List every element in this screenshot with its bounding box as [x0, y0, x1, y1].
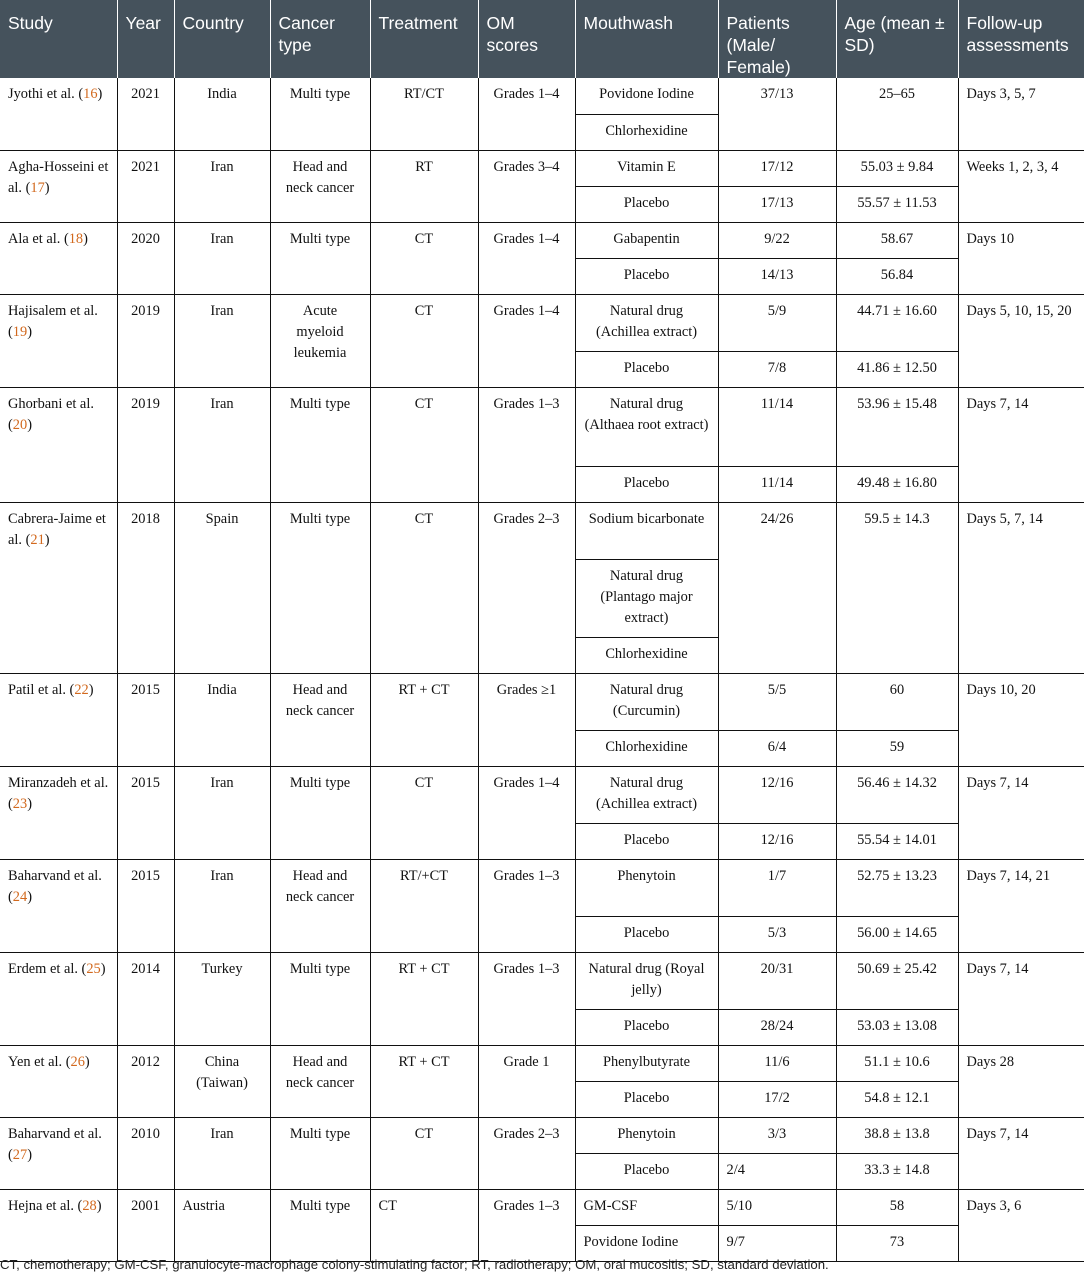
cancer-type-cell: Multi type [270, 1189, 370, 1261]
mouthwash-cell: Placebo [575, 823, 718, 859]
table-footnote: CT, chemotherapy; GM-CSF, granulocyte-macrophage colony-stimulating factor; RT, radiotherapy; OM, oral mucositis; SD, standard deviation. [0, 1257, 829, 1272]
age-cell: 59.5 ± 14.3 [836, 502, 958, 673]
age-cell: 55.54 ± 14.01 [836, 823, 958, 859]
age-cell: 44.71 ± 16.60 [836, 294, 958, 351]
study-cell [0, 1045, 117, 1117]
header-treatment: Treatment [370, 0, 478, 78]
follow-up-cell: Days 5, 7, 14 [958, 502, 1084, 673]
mouthwash-cell: Natural drug (Althaea root extract) [575, 387, 718, 466]
mouthwash-cell: Placebo [575, 1009, 718, 1045]
cancer-type-cell: Head and neck cancer [270, 859, 370, 952]
table-row [0, 1045, 1084, 1081]
table-row [0, 673, 1084, 730]
treatment-cell: CT [370, 502, 478, 673]
age-cell: 58.67 [836, 222, 958, 258]
reference-link[interactable]: 20 [12, 416, 28, 433]
patients-cell: 20/31 [718, 952, 836, 1009]
year-cell: 2020 [117, 222, 174, 294]
country-cell: Spain [174, 502, 270, 673]
age-cell: 58 [836, 1189, 958, 1225]
age-cell: 55.03 ± 9.84 [836, 150, 958, 186]
year-cell: 2014 [117, 952, 174, 1045]
ref-close: ) [83, 230, 88, 247]
treatment-cell: CT [370, 222, 478, 294]
study-cell [0, 150, 117, 222]
patients-cell: 11/14 [718, 387, 836, 466]
patients-cell: 2/4 [718, 1153, 836, 1189]
table-body [0, 78, 1084, 1261]
mouthwash-cell: Phenylbutyrate [575, 1045, 718, 1081]
year-cell: 2019 [117, 294, 174, 387]
treatment-cell: CT [370, 1117, 478, 1189]
table-row [0, 766, 1084, 823]
mouthwash-cell: Vitamin E [575, 150, 718, 186]
patients-cell: 3/3 [718, 1117, 836, 1153]
age-cell: 50.69 ± 25.42 [836, 952, 958, 1009]
age-cell: 33.3 ± 14.8 [836, 1153, 958, 1189]
follow-up-cell: Days 3, 5, 7 [958, 78, 1084, 150]
study-name: Patil et al. [8, 681, 66, 698]
study-cell [0, 222, 117, 294]
ref-open: ( [8, 416, 13, 433]
treatment-cell: CT [370, 387, 478, 502]
table-row [0, 859, 1084, 916]
ref-open: ( [8, 1146, 13, 1163]
header-country: Country [174, 0, 270, 78]
om-scores-cell: Grades 1–4 [478, 222, 575, 294]
age-cell: 73 [836, 1225, 958, 1261]
study-cell [0, 78, 117, 150]
follow-up-cell: Days 10, 20 [958, 673, 1084, 766]
follow-up-cell: Days 7, 14 [958, 766, 1084, 859]
ref-close: ) [97, 86, 103, 102]
mouthwash-cell: Natural drug (Royal jelly) [575, 952, 718, 1009]
treatment-cell: RT + CT [370, 1045, 478, 1117]
patients-cell: 5/5 [718, 673, 836, 730]
age-cell: 52.75 ± 13.23 [836, 859, 958, 916]
mouthwash-cell: GM-CSF [575, 1189, 718, 1225]
mouthwash-cell: Povidone Iodine [575, 78, 718, 114]
mouthwash-cell: Povidone Iodine [575, 1225, 718, 1261]
mouthwash-cell: Placebo [575, 916, 718, 952]
follow-up-cell: Days 3, 6 [958, 1189, 1084, 1261]
mouthwash-cell: Phenytoin [575, 1117, 718, 1153]
header-om-scores: OM scores [478, 0, 575, 78]
table-row [0, 150, 1084, 186]
year-cell: 2015 [117, 766, 174, 859]
reference-link[interactable]: 24 [12, 888, 28, 905]
study-cell [0, 1189, 117, 1261]
country-cell: Iran [174, 859, 270, 952]
patients-cell: 14/13 [718, 258, 836, 294]
mouthwash-cell: Natural drug (Achillea extract) [575, 294, 718, 351]
mouthwash-cell: Sodium bicarbonate [575, 502, 718, 559]
ref-close: ) [27, 416, 32, 433]
ref-close: ) [96, 1197, 102, 1214]
cancer-type-cell: Multi type [270, 1117, 370, 1189]
study-cell [0, 859, 117, 952]
ref-open: ( [65, 681, 75, 698]
mouthwash-cell: Natural drug (Plantago major extract) [575, 559, 718, 637]
mouthwash-cell: Natural drug (Curcumin) [575, 673, 718, 730]
patients-cell: 9/7 [718, 1225, 836, 1261]
patients-cell: 12/16 [718, 823, 836, 859]
age-cell: 25–65 [836, 78, 958, 150]
year-cell: 2019 [117, 387, 174, 502]
reference-link[interactable]: 22 [74, 681, 89, 698]
mouthwash-cell: Placebo [575, 351, 718, 387]
age-cell: 59 [836, 730, 958, 766]
patients-cell: 12/16 [718, 766, 836, 823]
patients-cell: 11/14 [718, 466, 836, 502]
year-cell: 2015 [117, 859, 174, 952]
ref-close: ) [27, 888, 32, 905]
ref-close: ) [44, 531, 50, 548]
age-cell: 55.57 ± 11.53 [836, 186, 958, 222]
reference-link[interactable]: 19 [12, 323, 28, 340]
reference-link[interactable]: 17 [30, 179, 45, 196]
age-cell: 56.00 ± 14.65 [836, 916, 958, 952]
country-cell: India [174, 673, 270, 766]
study-cell [0, 502, 117, 673]
study-cell [0, 766, 117, 859]
age-cell: 53.03 ± 13.08 [836, 1009, 958, 1045]
follow-up-cell: Days 28 [958, 1045, 1084, 1117]
header-follow-up: Follow-up assessments [958, 0, 1084, 78]
reference-link[interactable]: 25 [86, 960, 101, 977]
om-scores-cell: Grade 1 [478, 1045, 575, 1117]
cancer-type-cell: Head and neck cancer [270, 673, 370, 766]
follow-up-cell: Days 7, 14 [958, 952, 1084, 1045]
follow-up-cell: Days 7, 14 [958, 1117, 1084, 1189]
header-mouthwash: Mouthwash [575, 0, 718, 78]
cancer-type-cell: Multi type [270, 952, 370, 1045]
country-cell: Turkey [174, 952, 270, 1045]
year-cell: 2015 [117, 673, 174, 766]
study-name: Hajisalem et al. [8, 302, 98, 319]
age-cell: 56.46 ± 14.32 [836, 766, 958, 823]
om-scores-cell: Grades 1–3 [478, 387, 575, 502]
patients-cell: 7/8 [718, 351, 836, 387]
om-scores-cell: Grades ≥1 [478, 673, 575, 766]
treatment-cell: CT [370, 294, 478, 387]
study-cell [0, 1117, 117, 1189]
cancer-type-cell: Multi type [270, 766, 370, 859]
om-scores-cell: Grades 3–4 [478, 150, 575, 222]
study-cell [0, 673, 117, 766]
study-name: Erdem et al. [8, 960, 78, 977]
year-cell: 2021 [117, 150, 174, 222]
follow-up-cell: Days 7, 14 [958, 387, 1084, 502]
mouthwash-cell: Placebo [575, 466, 718, 502]
patients-cell: 1/7 [718, 859, 836, 916]
age-cell: 56.84 [836, 258, 958, 294]
study-name: Agha-Hosseini et al. [8, 158, 109, 196]
study-name: Miranzadeh et al. [8, 774, 109, 791]
country-cell: Iran [174, 766, 270, 859]
table-row [0, 387, 1084, 466]
treatment-cell: RT/CT [370, 78, 478, 150]
mouthwash-cell: Placebo [575, 1081, 718, 1117]
age-cell: 54.8 ± 12.1 [836, 1081, 958, 1117]
study-cell [0, 387, 117, 502]
cancer-type-cell: Multi type [270, 222, 370, 294]
country-cell: Iran [174, 387, 270, 502]
year-cell: 2021 [117, 78, 174, 150]
country-cell: Iran [174, 222, 270, 294]
reference-link[interactable]: 26 [70, 1053, 85, 1070]
age-cell: 60 [836, 673, 958, 730]
om-scores-cell: Grades 1–3 [478, 1189, 575, 1261]
mouthwash-cell: Gabapentin [575, 222, 718, 258]
reference-link[interactable]: 16 [83, 86, 98, 102]
reference-link[interactable]: 18 [68, 230, 84, 247]
table-row [0, 78, 1084, 114]
study-name: Yen et al. [8, 1053, 63, 1070]
ref-close: ) [27, 795, 32, 812]
ref-open: ( [73, 1197, 83, 1214]
age-cell: 51.1 ± 10.6 [836, 1045, 958, 1081]
table-row [0, 222, 1084, 258]
patients-cell: 11/6 [718, 1045, 836, 1081]
om-scores-cell: Grades 1–4 [478, 294, 575, 387]
reference-link[interactable]: 21 [30, 531, 45, 548]
year-cell: 2001 [117, 1189, 174, 1261]
study-cell [0, 294, 117, 387]
study-name: Baharvand et al. [8, 1125, 102, 1142]
follow-up-cell: Days 10 [958, 222, 1084, 294]
patients-cell: 5/3 [718, 916, 836, 952]
patients-cell: 6/4 [718, 730, 836, 766]
follow-up-cell: Days 7, 14, 21 [958, 859, 1084, 952]
ref-open: ( [21, 179, 31, 196]
header-age: Age (mean ± SD) [836, 0, 958, 78]
ref-open: ( [62, 1053, 71, 1070]
study-name: Jyothi et al. [8, 86, 75, 102]
cancer-type-cell: Head and neck cancer [270, 1045, 370, 1117]
age-cell: 41.86 ± 12.50 [836, 351, 958, 387]
country-cell: China (Taiwan) [174, 1045, 270, 1117]
reference-link[interactable]: 27 [12, 1146, 28, 1163]
om-scores-cell: Grades 1–4 [478, 78, 575, 150]
treatment-cell: CT [370, 1189, 478, 1261]
table-row [0, 294, 1084, 351]
om-scores-cell: Grades 1–4 [478, 766, 575, 859]
ref-close: ) [27, 323, 32, 340]
ref-close: ) [88, 681, 94, 698]
patients-cell: 24/26 [718, 502, 836, 673]
patients-cell: 17/13 [718, 186, 836, 222]
year-cell: 2010 [117, 1117, 174, 1189]
table-row [0, 952, 1084, 1009]
ref-open: ( [60, 230, 69, 247]
country-cell: Iran [174, 294, 270, 387]
country-cell: Austria [174, 1189, 270, 1261]
country-cell: India [174, 78, 270, 150]
om-scores-cell: Grades 2–3 [478, 502, 575, 673]
study-cell [0, 952, 117, 1045]
ref-close: ) [84, 1053, 90, 1070]
om-scores-cell: Grades 1–3 [478, 859, 575, 952]
patients-cell: 17/12 [718, 150, 836, 186]
treatment-cell: RT + CT [370, 952, 478, 1045]
study-name: Ghorbani et al. [8, 395, 94, 412]
header-study: Study [0, 0, 117, 78]
patients-cell: 5/10 [718, 1189, 836, 1225]
header-cancer-type: Cancer type [270, 0, 370, 78]
reference-link[interactable]: 23 [12, 795, 28, 812]
ref-open: ( [8, 323, 13, 340]
follow-up-cell: Weeks 1, 2, 3, 4 [958, 150, 1084, 222]
table-row [0, 502, 1084, 559]
year-cell: 2012 [117, 1045, 174, 1117]
ref-close: ) [27, 1146, 32, 1163]
ref-open: ( [8, 795, 13, 812]
mouthwash-cell: Placebo [575, 258, 718, 294]
age-cell: 49.48 ± 16.80 [836, 466, 958, 502]
om-scores-cell: Grades 2–3 [478, 1117, 575, 1189]
year-cell: 2018 [117, 502, 174, 673]
cancer-type-cell: Head and neck cancer [270, 150, 370, 222]
cancer-type-cell: Multi type [270, 78, 370, 150]
treatment-cell: RT + CT [370, 673, 478, 766]
ref-open: ( [77, 960, 87, 977]
mouthwash-cell: Chlorhexidine [575, 730, 718, 766]
country-cell: Iran [174, 150, 270, 222]
ref-open: ( [74, 86, 84, 102]
cancer-type-cell: Acute myeloid leukemia [270, 294, 370, 387]
patients-cell: 9/22 [718, 222, 836, 258]
patients-cell: 17/2 [718, 1081, 836, 1117]
header-patients: Patients (Male/ Female) [718, 0, 836, 78]
table-row [0, 1189, 1084, 1225]
treatment-cell: CT [370, 766, 478, 859]
patients-cell: 28/24 [718, 1009, 836, 1045]
table-row [0, 1117, 1084, 1153]
treatment-cell: RT [370, 150, 478, 222]
country-cell: Iran [174, 1117, 270, 1189]
header-year: Year [117, 0, 174, 78]
mouthwash-cell: Chlorhexidine [575, 637, 718, 673]
cancer-type-cell: Multi type [270, 502, 370, 673]
age-cell: 53.96 ± 15.48 [836, 387, 958, 466]
study-name: Ala et al. [8, 230, 61, 247]
mouthwash-cell: Chlorhexidine [575, 114, 718, 150]
header-row [0, 0, 1084, 78]
age-cell: 38.8 ± 13.8 [836, 1117, 958, 1153]
patients-cell: 37/13 [718, 78, 836, 150]
reference-link[interactable]: 28 [82, 1197, 97, 1214]
ref-close: ) [44, 179, 50, 196]
ref-close: ) [100, 960, 106, 977]
mouthwash-cell: Placebo [575, 186, 718, 222]
mouthwash-cell: Placebo [575, 1153, 718, 1189]
follow-up-cell: Days 5, 10, 15, 20 [958, 294, 1084, 387]
cancer-type-cell: Multi type [270, 387, 370, 502]
ref-open: ( [21, 531, 31, 548]
ref-open: ( [8, 888, 13, 905]
study-name: Cabrera-Jaime et al. [8, 510, 106, 548]
treatment-cell: RT/+CT [370, 859, 478, 952]
study-name: Baharvand et al. [8, 867, 102, 884]
mouthwash-cell: Phenytoin [575, 859, 718, 916]
patients-cell: 5/9 [718, 294, 836, 351]
om-scores-cell: Grades 1–3 [478, 952, 575, 1045]
mouthwash-cell: Natural drug (Achillea extract) [575, 766, 718, 823]
study-name: Hejna et al. [8, 1197, 74, 1214]
